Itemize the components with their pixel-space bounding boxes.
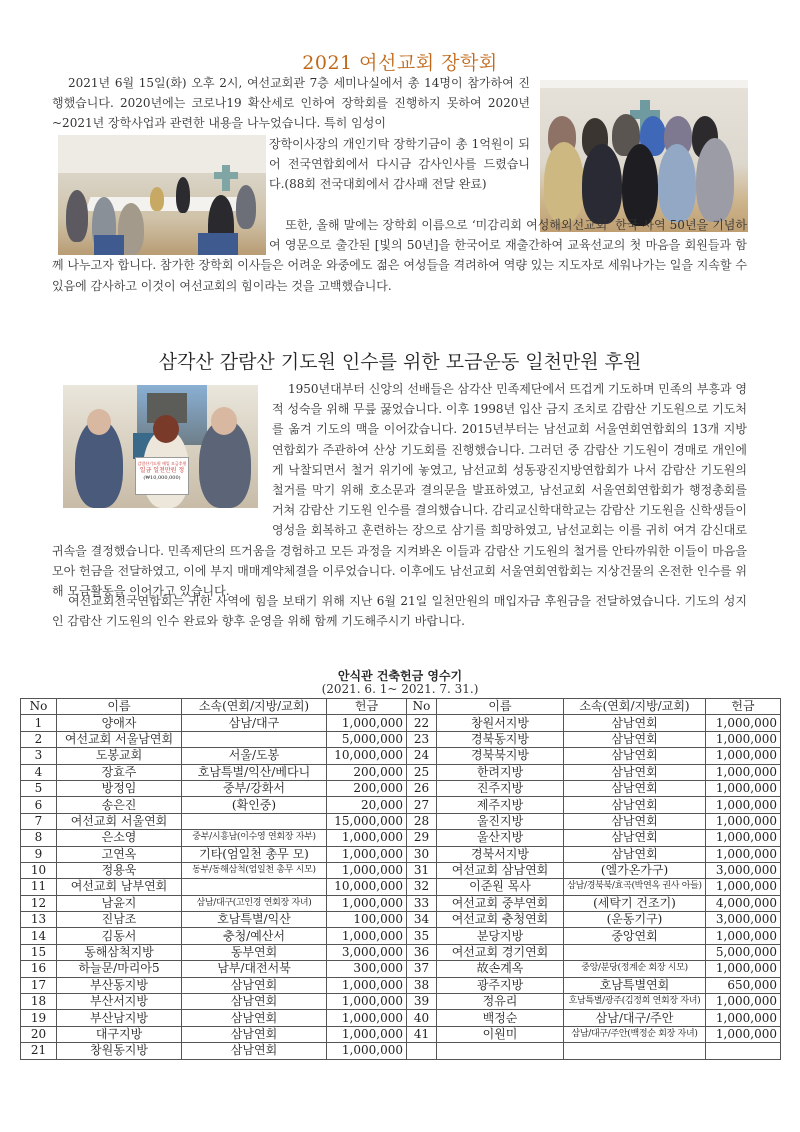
cell-no: 41: [407, 1026, 437, 1042]
cell-affiliation: 호남특별/익산/베다니: [182, 764, 327, 780]
cell-amount: 3,000,000: [706, 912, 781, 928]
cell-amount: 1,000,000: [706, 830, 781, 846]
cell-affiliation: 삼남/대구/주안(백정순 회장 자녀): [564, 1026, 706, 1042]
cell-affiliation: 호남특별/익산: [182, 912, 327, 928]
cell-name: 고연옥: [57, 846, 182, 862]
cell-affiliation: 삼남연회: [564, 715, 706, 731]
cell-amount: 1,000,000: [327, 715, 407, 731]
cell-no: 35: [407, 928, 437, 944]
cell-amount: 1,000,000: [706, 928, 781, 944]
cell-amount: 200,000: [327, 780, 407, 796]
cell-affiliation: 삼남/대구(고인경 연회장 자녀): [182, 895, 327, 911]
cell-affiliation: 충청/예산서: [182, 928, 327, 944]
cell-amount: 1,000,000: [706, 780, 781, 796]
table-row: [407, 780, 781, 796]
cheque-sign-line3: (₩10,000,000): [143, 475, 181, 481]
header-no: No: [407, 699, 437, 715]
cell-amount: 650,000: [706, 977, 781, 993]
cell-name: 여선교회 충청연회: [437, 912, 564, 928]
cell-no: 8: [21, 830, 57, 846]
cell-affiliation: 삼남/대구/주안: [564, 1010, 706, 1026]
cell-affiliation: (운동기구): [564, 912, 706, 928]
cell-affiliation: 남부/대전서북: [182, 961, 327, 977]
table-row: [407, 1026, 781, 1042]
cell-name: 제주지방: [437, 797, 564, 813]
table-row: [407, 879, 781, 895]
cell-no: 21: [21, 1043, 57, 1059]
cell-name: 울산지방: [437, 830, 564, 846]
cell-no: 10: [21, 862, 57, 878]
cell-name: 은소영: [57, 830, 182, 846]
table-row: [407, 1010, 781, 1026]
table-row: [407, 1043, 781, 1059]
header-name: 이름: [437, 699, 564, 715]
cell-no: 32: [407, 879, 437, 895]
cell-affiliation: 삼남연회: [564, 764, 706, 780]
cell-amount: [706, 1043, 781, 1059]
cell-name: 백정순: [437, 1010, 564, 1026]
table-row: [407, 830, 781, 846]
table-row: [21, 961, 407, 977]
table-row: [21, 879, 407, 895]
table-row: [21, 764, 407, 780]
table-row: [407, 846, 781, 862]
cell-affiliation: [182, 731, 327, 747]
cell-affiliation: 삼남연회: [564, 780, 706, 796]
cell-amount: 1,000,000: [706, 731, 781, 747]
table-row: [407, 813, 781, 829]
cell-amount: 300,000: [327, 961, 407, 977]
cell-amount: 1,000,000: [706, 813, 781, 829]
cell-no: 24: [407, 748, 437, 764]
cell-no: 14: [21, 928, 57, 944]
cell-no: 15: [21, 944, 57, 960]
cell-name: 남윤지: [57, 895, 182, 911]
cell-name: 울진지방: [437, 813, 564, 829]
cell-name: 양애자: [57, 715, 182, 731]
cell-affiliation: (세탁기 건조기): [564, 895, 706, 911]
cell-name: 경북북지방: [437, 748, 564, 764]
cell-affiliation: (엘가온가구): [564, 862, 706, 878]
cell-amount: 1,000,000: [706, 797, 781, 813]
cell-no: 11: [21, 879, 57, 895]
table-row: [407, 994, 781, 1010]
cell-name: [437, 1043, 564, 1059]
cell-affiliation: [182, 879, 327, 895]
cell-affiliation: 삼남/대구: [182, 715, 327, 731]
cell-amount: 10,000,000: [327, 879, 407, 895]
cell-affiliation: 삼남연회: [182, 1026, 327, 1042]
cell-name: 부산남지방: [57, 1010, 182, 1026]
cell-name: 하늘문/마리아5: [57, 961, 182, 977]
header-amount: 헌금: [706, 699, 781, 715]
header-no: No: [21, 699, 57, 715]
table-row: [21, 797, 407, 813]
cell-affiliation: 삼남연회: [564, 846, 706, 862]
donation-table-right: [406, 698, 781, 1060]
cell-amount: 3,000,000: [706, 862, 781, 878]
table-row: [21, 813, 407, 829]
cell-amount: 1,000,000: [327, 862, 407, 878]
cell-name: 경북서지방: [437, 846, 564, 862]
cell-no: 13: [21, 912, 57, 928]
cell-no: 27: [407, 797, 437, 813]
table-row: [407, 977, 781, 993]
article1-bottom-paragraph-text: 또한, 올해 말에는 장학회 이름으로 ‘미감리회 여성해외선교회’ 한국 사역 50년을 기념하여 영문으로 출간된 [빛의 50년]을 한국어로 재출간하여 교육선교의 첫 마음을 회원들과 함께 나누고자 합니다. 참가한 장학회 이사들은 어려운 와중에도 젊은 여성들을 격려하여 역량 있는 지도자로 세워나가는 일을 지속할 수 있음에 감사하고 이것이 여선교회의 힘이라는 것을 고백했습니다.: [52, 218, 747, 293]
cell-name: 창원서지방: [437, 715, 564, 731]
header-name: 이름: [57, 699, 182, 715]
cell-affiliation: 중부/시흥남(이수영 연회장 자부): [182, 830, 327, 846]
table-header-row: [21, 699, 407, 715]
cell-amount: 1,000,000: [327, 895, 407, 911]
table-row: [21, 977, 407, 993]
cell-affiliation: 동부연회: [182, 944, 327, 960]
article-title-fundraising: 삼각산 감람산 기도원 인수를 위한 모금운동 일천만원 후원: [158, 351, 642, 373]
cell-amount: 1,000,000: [706, 764, 781, 780]
article1-top-paragraph: 2021년 6월 15일(화) 오후 2시, 여선교회관 7층 세미나실에서 총 14명이 참가하여 진행했습니다. 2020년에는 코로나19 확산세로 인하여 장학회를 진행하지 못하여 2020년~2021년 장학사업과 관련한 내용을 나누었습니다. 특히 임성이: [52, 76, 530, 131]
header-affiliation: 소속(연회/지방/교회): [182, 699, 327, 715]
cell-no: 25: [407, 764, 437, 780]
cell-name: 故손계옥: [437, 961, 564, 977]
cell-name: 한려지방: [437, 764, 564, 780]
cell-no: 36: [407, 944, 437, 960]
cell-affiliation: 중부/강화서: [182, 780, 327, 796]
table-row: [21, 862, 407, 878]
cell-no: 28: [407, 813, 437, 829]
cell-affiliation: 삼남연회: [182, 977, 327, 993]
cell-name: 정유리: [437, 994, 564, 1010]
cell-no: 12: [21, 895, 57, 911]
cell-affiliation: 삼남연회: [564, 813, 706, 829]
cell-no: 40: [407, 1010, 437, 1026]
cell-no: 26: [407, 780, 437, 796]
cell-name: 여선교회 경기연회: [437, 944, 564, 960]
cell-affiliation: (확인중): [182, 797, 327, 813]
cell-name: 광주지방: [437, 977, 564, 993]
cell-no: 30: [407, 846, 437, 862]
cell-name: 여선교회 서울남연회: [57, 731, 182, 747]
article2-paragraph-2: 여선교회전국연합회는 귀한 사역에 힘을 보태기 위해 지난 6월 21일 일천만원의 매입자금 후원금을 전달하였습니다. 기도의 성지인 감람산 기도원의 인수 완료와 향후 운영을 위해 함께 기도해주시기 바랍니다.: [52, 594, 747, 629]
cell-no: 18: [21, 994, 57, 1010]
cell-name: 경북동지방: [437, 731, 564, 747]
cell-no: 16: [21, 961, 57, 977]
cell-name: 동해삼척지방: [57, 944, 182, 960]
cell-affiliation: 호남특별/광주(김정희 연회장 자녀): [564, 994, 706, 1010]
table-row: [21, 715, 407, 731]
cell-name: 이원미: [437, 1026, 564, 1042]
cell-no: 17: [21, 977, 57, 993]
cheque-sign-line1: 감람산기도원 매입 모금후원: [137, 461, 187, 466]
cell-affiliation: 삼남연회: [182, 994, 327, 1010]
cell-amount: 4,000,000: [706, 895, 781, 911]
cell-no: 38: [407, 977, 437, 993]
table-row: [407, 797, 781, 813]
cell-amount: 1,000,000: [327, 1010, 407, 1026]
cell-amount: 200,000: [327, 764, 407, 780]
cell-amount: 1,000,000: [706, 1010, 781, 1026]
cell-no: 7: [21, 813, 57, 829]
table-row: [21, 780, 407, 796]
table-row: [21, 1043, 407, 1059]
cell-name: 여선교회 서울연회: [57, 813, 182, 829]
cell-amount: 10,000,000: [327, 748, 407, 764]
cell-amount: 20,000: [327, 797, 407, 813]
table-row: [407, 895, 781, 911]
cell-no: 4: [21, 764, 57, 780]
table-row: [407, 928, 781, 944]
cell-affiliation: 삼남연회: [564, 830, 706, 846]
table-row: [21, 748, 407, 764]
cell-name: 창원동지방: [57, 1043, 182, 1059]
cell-no: 22: [407, 715, 437, 731]
cell-no: 20: [21, 1026, 57, 1042]
table-row: [407, 715, 781, 731]
cell-name: 장효주: [57, 764, 182, 780]
cell-name: 여선교회 삼남연회: [437, 862, 564, 878]
cell-name: 여선교회 남부연회: [57, 879, 182, 895]
cell-amount: 1,000,000: [706, 748, 781, 764]
cell-amount: 1,000,000: [706, 846, 781, 862]
cell-amount: 1,000,000: [327, 830, 407, 846]
cell-no: 39: [407, 994, 437, 1010]
table-row: [21, 928, 407, 944]
cell-no: 34: [407, 912, 437, 928]
donation-table-title: 안식관 건축헌금 영수기: [337, 669, 463, 683]
cell-name: 이준원 목사: [437, 879, 564, 895]
scholarship-group-photo: [540, 80, 748, 232]
cell-name: 정용욱: [57, 862, 182, 878]
donation-table-left: [20, 698, 407, 1060]
cell-affiliation: 삼남연회: [182, 1010, 327, 1026]
table-row: [407, 944, 781, 960]
cell-name: 송은진: [57, 797, 182, 813]
cell-affiliation: 중앙/분당(정계순 회장 시모): [564, 961, 706, 977]
cell-name: 방정임: [57, 780, 182, 796]
table-row: [407, 961, 781, 977]
cell-no: 6: [21, 797, 57, 813]
cell-no: 2: [21, 731, 57, 747]
cell-amount: 1,000,000: [706, 1026, 781, 1042]
cell-name: 김동서: [57, 928, 182, 944]
cell-affiliation: 삼남연회: [564, 731, 706, 747]
cell-affiliation: 삼남연회: [564, 748, 706, 764]
table-row: [407, 731, 781, 747]
cell-amount: 1,000,000: [706, 994, 781, 1010]
cell-name: 진남조: [57, 912, 182, 928]
table-row: [21, 830, 407, 846]
cell-amount: 15,000,000: [327, 813, 407, 829]
cell-no: 3: [21, 748, 57, 764]
cell-affiliation: [564, 1043, 706, 1059]
cell-amount: 1,000,000: [327, 928, 407, 944]
cell-amount: 1,000,000: [327, 846, 407, 862]
cell-no: 9: [21, 846, 57, 862]
cell-affiliation: 기타(엄일천 총무 모): [182, 846, 327, 862]
cell-affiliation: 삼남연회: [182, 1043, 327, 1059]
cell-no: 23: [407, 731, 437, 747]
cell-no: 5: [21, 780, 57, 796]
table-header-row: [407, 699, 781, 715]
cell-name: 여선교회 중부연회: [437, 895, 564, 911]
table-row: [407, 862, 781, 878]
donation-table-period: (2021. 6. 1~ 2021. 7. 31.): [321, 682, 479, 696]
cell-no: 37: [407, 961, 437, 977]
cheque-sign-line2: 일금 일천만원 정: [139, 467, 185, 474]
cell-amount: 5,000,000: [706, 944, 781, 960]
cell-name: 대구지방: [57, 1026, 182, 1042]
cell-name: 진주지방: [437, 780, 564, 796]
table-row: [21, 1026, 407, 1042]
cell-name: 부산서지방: [57, 994, 182, 1010]
cell-no: 31: [407, 862, 437, 878]
table-row: [21, 912, 407, 928]
cell-no: 1: [21, 715, 57, 731]
cell-amount: 3,000,000: [327, 944, 407, 960]
cell-no: [407, 1043, 437, 1059]
cell-amount: 1,000,000: [327, 1026, 407, 1042]
cell-amount: 1,000,000: [706, 715, 781, 731]
cell-name: 부산동지방: [57, 977, 182, 993]
header-affiliation: 소속(연회/지방/교회): [564, 699, 706, 715]
header-amount: 헌금: [327, 699, 407, 715]
article2-paragraph-1: [52, 379, 747, 601]
cell-amount: 1,000,000: [327, 994, 407, 1010]
table-row: [407, 912, 781, 928]
cell-affiliation: 중앙연회: [564, 928, 706, 944]
article-title-scholarship: 2021 여선교회 장학회: [302, 52, 498, 74]
cell-amount: 1,000,000: [327, 1043, 407, 1059]
table-row: [407, 764, 781, 780]
article2-paragraph-1-text: 1950년대부터 신앙의 선배들은 삼각산 민족제단에서 뜨겁게 기도하며 민족의 부흥과 영적 성숙을 위해 무릎 꿇었습니다. 이후 1998년 입산 금지 조치로 감람산 기도원으로 기도처를 옮겨 기도의 맥을 이어갔습니다. 2015년부터는 남선교회 서울연회연합회의 13개 지방연합회가 주관하여 산상 기도회를 진행했습니다. 그러던 중 감람산 기도원이 경매로 개인에게 낙찰되면서 철거 위기에 놓였고, 남선교회 성동광진지방연합회가 나서 감람산 기도원의 철거를 막기 위해 호소문과 결의문을 발표하였고, 남선교회 서울연회연합회가 행정총회를 거쳐 감람산 기도원 인수를 결의했습니다. 감리교신학대학교는 감람산 기도원을 신학생들이 영성을 회복하고 훈련하는 장으로 삼기를 희망하였고, 남선교회는 이를 귀히 여겨 감신대로 귀속을 결정했습니다. 민족제단의 뜨거움을 경험하고 모든 과정을 지켜봐온 이들과 감람산 기도원의 철거를 안타까워한 이들이 마음을 모아 헌금을 전달하였고, 이에 부지 매매계약체결을 이루었습니다. 이후에도 남선교회 서울연회연합회는 지상건물의 온전한 인수를 위해 모금활동을 이어가고 있습니다.: [52, 382, 748, 599]
cell-name: 분당지방: [437, 928, 564, 944]
table-row: [21, 1010, 407, 1026]
cell-no: 33: [407, 895, 437, 911]
cell-name: 도봉교회: [57, 748, 182, 764]
cell-amount: 1,000,000: [327, 977, 407, 993]
table-row: [21, 994, 407, 1010]
article1-side-paragraph: 장학이사장의 개인기탁 장학기금이 총 1억원이 되어 전국연합회에서 다시금 감사인사를 드렸습니다.(88회 전국대회에서 감사패 전달 완료): [269, 137, 530, 192]
table-row: [21, 944, 407, 960]
cell-amount: 5,000,000: [327, 731, 407, 747]
table-row: [21, 846, 407, 862]
article1-bottom-paragraph: [52, 215, 747, 323]
cell-affiliation: 서울/도봉: [182, 748, 327, 764]
cell-affiliation: [182, 813, 327, 829]
table-row: [21, 731, 407, 747]
cell-amount: 1,000,000: [706, 879, 781, 895]
cell-amount: 1,000,000: [706, 961, 781, 977]
cell-no: 29: [407, 830, 437, 846]
table-row: [21, 895, 407, 911]
cell-affiliation: 삼남/경북북/효곡(박연옥 권사 아들): [564, 879, 706, 895]
cell-amount: 100,000: [327, 912, 407, 928]
cell-affiliation: 동부/동해삼척(엄일천 총무 시모): [182, 862, 327, 878]
cell-affiliation: [564, 944, 706, 960]
cell-affiliation: 삼남연회: [564, 797, 706, 813]
table-row: [407, 748, 781, 764]
cell-affiliation: 호남특별연회: [564, 977, 706, 993]
cell-no: 19: [21, 1010, 57, 1026]
